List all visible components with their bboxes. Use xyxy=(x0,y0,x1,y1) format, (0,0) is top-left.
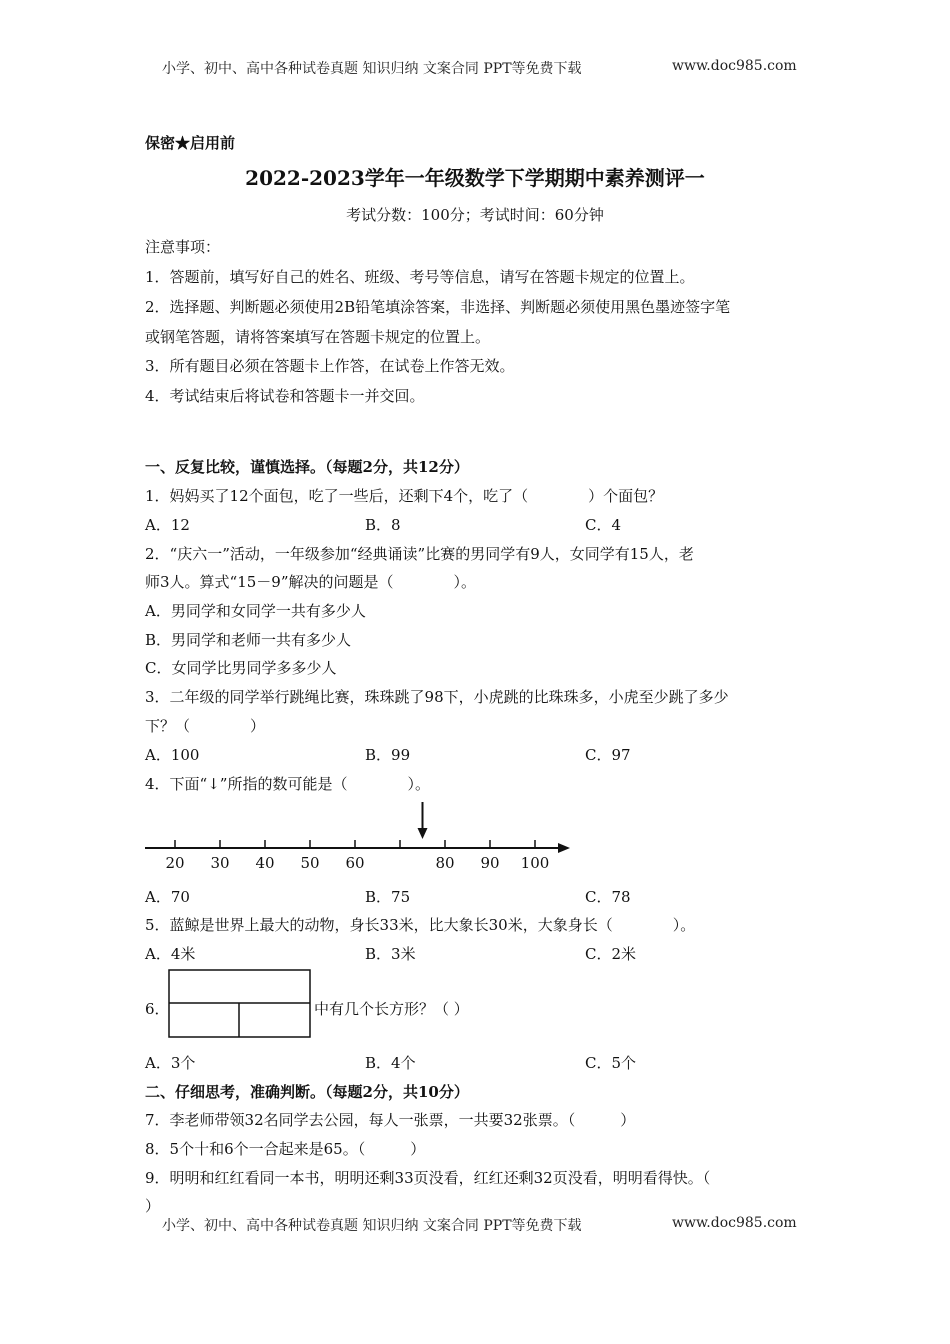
q1-option-c: C．4 xyxy=(585,516,622,534)
q1-option-b: B．8 xyxy=(365,516,401,534)
q3-option-a: A．100 xyxy=(145,746,200,764)
q6-option-c: C．5个 xyxy=(585,1054,637,1072)
down-arrow-head xyxy=(418,828,428,839)
rectangle-figure xyxy=(167,968,313,1040)
q6-option-b: B．4个 xyxy=(365,1054,416,1072)
confidential-label: 保密★启用前 xyxy=(145,134,236,152)
q2-option-c: C．女同学比男同学多多少人 xyxy=(145,659,337,677)
number-line-label: 30 xyxy=(210,854,230,872)
number-line-label: 40 xyxy=(255,854,275,872)
q2-stem-line1: 2．“庆六一”活动，一年级参加“经典诵读”比赛的男同学有9人，女同学有15人，老 xyxy=(145,545,694,563)
q4-stem: 4．下面“↓”所指的数可能是（ ）。 xyxy=(145,775,430,793)
q9-stem-line2: ） xyxy=(145,1197,161,1215)
q1-stem: 1．妈妈买了12个面包，吃了一些后，还剩下4个，吃了（ ）个面包？ xyxy=(145,487,664,505)
header-text: 小学、初中、高中各种试卷真题 知识归纳 文案合同 PPT等免费下载 xyxy=(162,61,582,77)
q4-option-c: C．78 xyxy=(585,888,631,906)
q3-stem-line1: 3．二年级的同学举行跳绳比赛，珠珠跳了98下，小虎跳的比珠珠多，小虎至少跳了多少 xyxy=(145,688,729,706)
q6-option-a: A．3个 xyxy=(145,1054,196,1072)
note-4: 4．考试结束后将试卷和答题卡一并交回。 xyxy=(145,387,425,405)
header-site-link[interactable]: www.doc985.com xyxy=(672,58,797,74)
q2-option-a: A．男同学和女同学一共有多少人 xyxy=(145,602,366,620)
number-line-label: 90 xyxy=(480,854,500,872)
q6-number: 6． xyxy=(145,1000,170,1018)
q4-option-b: B．75 xyxy=(365,888,411,906)
q3-option-c: C．97 xyxy=(585,746,631,764)
section1-heading: 一、反复比较，谨慎选择。（每题2分，共12分） xyxy=(145,458,469,476)
number-line-arrowhead xyxy=(558,843,570,853)
number-line-label: 100 xyxy=(520,854,550,872)
number-line-label: 60 xyxy=(345,854,365,872)
number-line-label: 50 xyxy=(300,854,320,872)
section2-heading: 二、仔细思考，准确判断。（每题2分，共10分） xyxy=(145,1083,469,1101)
note-3: 3．所有题目必须在答题卡上作答，在试卷上作答无效。 xyxy=(145,357,515,375)
number-line-figure xyxy=(140,800,580,880)
note-2-line1: 2．选择题、判断题必须使用2B铅笔填涂答案，非选择、判断题必须使用黑色墨迹签字笔 xyxy=(145,298,731,316)
q5-option-b: B．3米 xyxy=(365,945,416,963)
q2-option-b: B．男同学和老师一共有多少人 xyxy=(145,631,352,649)
q9-stem-line1: 9．明明和红红看同一本书，明明还剩33页没看，红红还剩32页没看，明明看得快。（ xyxy=(145,1169,711,1187)
note-2-line2: 或钢笔答题，请将答案填写在答题卡规定的位置上。 xyxy=(145,328,491,346)
number-line-label: 80 xyxy=(435,854,455,872)
q1-option-a: A．12 xyxy=(145,516,190,534)
q5-option-a: A．4米 xyxy=(145,945,196,963)
exam-info: 考试分数：100分；考试时间：60分钟 xyxy=(346,206,604,224)
q6-stem: 中有几个长方形？（ ） xyxy=(314,1000,469,1018)
q5-option-c: C．2米 xyxy=(585,945,637,963)
note-1: 1．答题前，填写好自己的姓名、班级、考号等信息，请写在答题卡规定的位置上。 xyxy=(145,268,695,286)
q8-stem: 8．5个十和6个一合起来是65。（ ） xyxy=(145,1140,426,1158)
q7-stem: 7．李老师带领32名同学去公园，每人一张票，一共要32张票。（ ） xyxy=(145,1111,636,1129)
footer-site-link[interactable]: www.doc985.com xyxy=(672,1215,797,1231)
footer-text: 小学、初中、高中各种试卷真题 知识归纳 文案合同 PPT等免费下载 xyxy=(162,1218,582,1234)
number-line-label: 20 xyxy=(165,854,185,872)
q4-option-a: A．70 xyxy=(145,888,190,906)
q3-stem-line2: 下？（ ） xyxy=(145,717,266,735)
q2-stem-line2: 师3人。算式“15－9”解决的问题是（ ）。 xyxy=(145,573,477,591)
q5-stem: 5．蓝鲸是世界上最大的动物，身长33米，比大象长30米，大象身长（ ）。 xyxy=(145,916,696,934)
page-title: 2022-2023学年一年级数学下学期期中素养测评一 xyxy=(245,166,705,190)
q3-option-b: B．99 xyxy=(365,746,411,764)
notes-heading: 注意事项： xyxy=(145,238,221,256)
